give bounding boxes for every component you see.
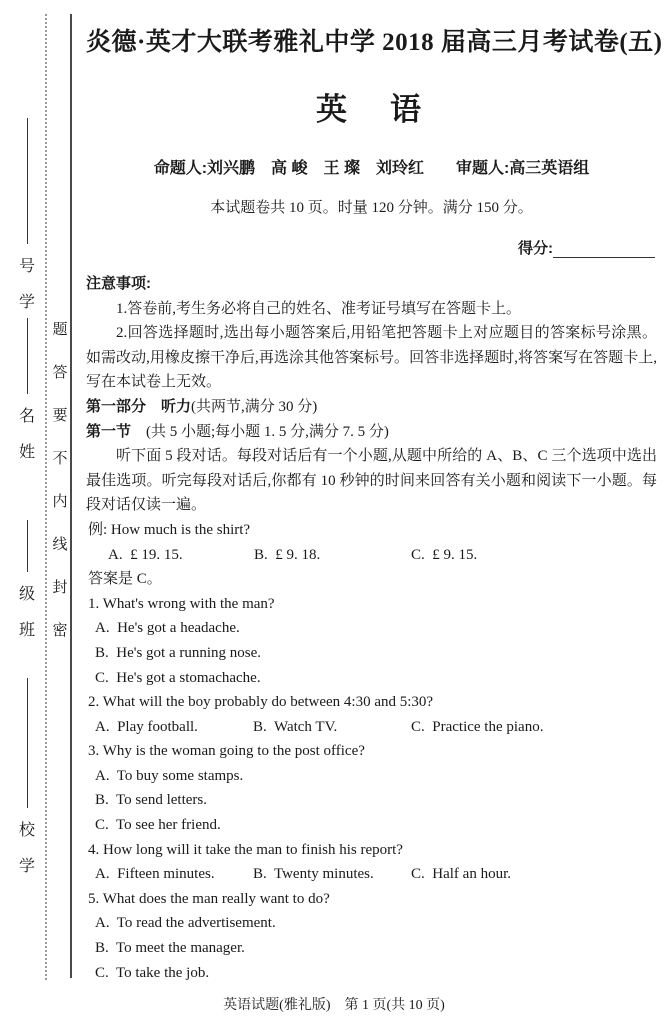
class-label: 级 班 [18, 586, 35, 639]
school-label: 校 学 [18, 822, 35, 875]
blank-write-line [27, 520, 28, 572]
notice-item: 2.回答选择题时,选出每小题答案后,用铅笔把答题卡上对应题目的答案标号涂黑。如需改动,用橡皮擦干净后,再选涂其他答案标号。回答非选择题时,将答案写在答题卡上,写在本试卷上无效。 [86, 325, 657, 391]
part1-heading [86, 395, 657, 420]
question-3-option-b: B. To send letters. [95, 792, 207, 809]
page-footer: 英语试题(雅礼版) 第 1 页(共 10 页) [223, 998, 445, 1013]
score-line [518, 237, 655, 258]
setters-line: 命题人:刘兴鹏 高 峻 王 璨 刘玲红 审题人:高三英语组 [153, 160, 590, 177]
class-field [14, 520, 40, 649]
question-3-option-c: C. To see her friend. [95, 817, 221, 834]
paper-meta-line: 本试题卷共 10 页。时量 120 分钟。满分 150 分。 [210, 200, 533, 216]
option-a: A. Fifteen minutes. [95, 866, 215, 883]
student-name-field [14, 318, 40, 471]
option-c: C. Half an hour. [411, 866, 511, 883]
student-number-field [14, 118, 40, 321]
question-3: 3. Why is the woman going to the post office? [88, 743, 365, 760]
question-2-options-row [86, 715, 657, 740]
example-question: 例: How much is the shirt? [88, 521, 251, 538]
question-1-option-a: A. He's got a headache. [95, 620, 240, 637]
series-school: 雅礼中学 2018 届高三月考试卷(五) [273, 29, 663, 56]
exam-series-title [86, 22, 663, 58]
blank-write-line [27, 118, 28, 244]
question-5-option-c: C. To take the job. [95, 964, 210, 981]
blank-write-line [27, 678, 28, 808]
question-5-option-a: A. To read the advertisement. [95, 915, 276, 932]
question-1-option-b: B. He's got a running nose. [95, 644, 262, 661]
option-a: A. Play football. [95, 718, 198, 735]
section1-heading-bold: 第一节 [86, 422, 132, 440]
option-c: C. £ 9. 15. [411, 546, 478, 563]
option-b: B. Watch TV. [253, 718, 338, 735]
question-4-options-row [86, 862, 657, 887]
question-1: 1. What's wrong with the man? [88, 595, 275, 612]
part1-heading-note: (共两节,满分 30 分) [191, 398, 318, 415]
paper-body [86, 272, 657, 985]
option-a: A. £ 19. 15. [108, 546, 183, 563]
question-4: 4. How long will it take the man to finish his report? [88, 841, 403, 858]
seal-dotted-line [45, 14, 47, 980]
option-b: B. Twenty minutes. [253, 866, 374, 883]
question-3-option-a: A. To buy some stamps. [95, 767, 244, 784]
school-field [14, 678, 40, 885]
option-c: C. Practice the piano. [411, 718, 544, 735]
option-b: B. £ 9. 18. [254, 546, 321, 563]
example-answer: 答案是 C。 [88, 571, 162, 588]
seal-instruction-text: 题 答 要 不 内 线 封 密 [52, 321, 68, 640]
student-name-label: 名 姓 [18, 408, 35, 461]
listening-instructions: 听下面 5 段对话。每段对话后有一个小题,从题中所给的 A、B、C 三个选项中选出最佳选项。听完每段对话后,你都有 10 秒钟的时间来回答有关小题和阅读下一小题。每段对话仅读一遍。 [86, 448, 657, 514]
section1-heading [86, 420, 657, 445]
question-2: 2. What will the boy probably do between 4:30 and 5:30? [88, 694, 434, 711]
question-5-option-b: B. To meet the manager. [95, 940, 245, 957]
student-number-label: 号 学 [18, 258, 35, 311]
notice-item: 1.答卷前,考生务必将自己的姓名、准考证号填写在答题卡上。 [116, 300, 522, 317]
section1-heading-note: (共 5 小题;每小题 1. 5 分,满分 7. 5 分) [131, 423, 389, 440]
question-5: 5. What does the man really want to do? [88, 890, 330, 907]
score-blank [553, 242, 655, 258]
blank-write-line [27, 318, 28, 394]
example-options-row [86, 543, 657, 568]
margin-solid-line [70, 14, 72, 978]
score-label: 得分: [518, 240, 553, 257]
question-1-option-c: C. He's got a stomachache. [95, 669, 261, 686]
part1-heading-bold: 第一部分 听力 [86, 397, 192, 415]
subject-title: 英 语 [316, 92, 427, 127]
series-brand: 炎德·英才大联考 [86, 29, 274, 56]
notice-heading: 注意事项: [86, 275, 151, 292]
